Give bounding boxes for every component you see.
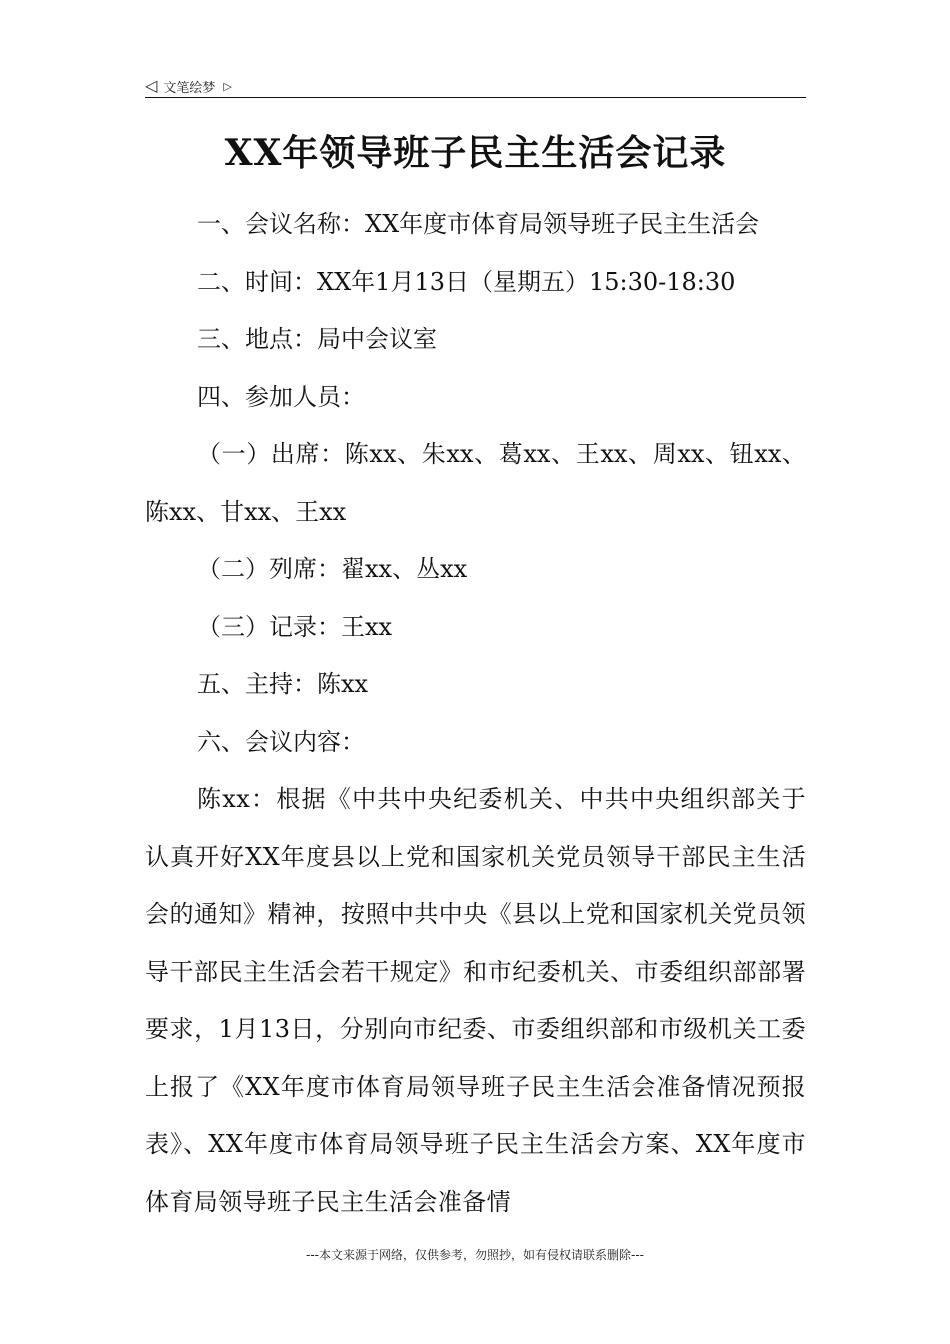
- paragraph-location: 三、地点：局中会议室: [197, 325, 437, 353]
- paragraph-attendees-heading: 四、参加人员：: [197, 382, 365, 411]
- triangle-right-icon: ▷: [223, 79, 232, 93]
- paragraph-observers: （二）列席：翟xx、丛xx: [197, 555, 468, 583]
- document-title: XX年领导班子民主生活会记录: [224, 132, 727, 174]
- paragraph-content-heading: 六、会议内容：: [197, 727, 365, 756]
- document-body: [145, 196, 806, 1231]
- header-divider: [145, 97, 806, 98]
- paragraph-time: 二、时间：XX年1月13日（星期五）15:30-18:30: [197, 267, 736, 296]
- paragraph-host: 五、主持：陈xx: [197, 670, 369, 698]
- paragraph-meeting-name: 一、会议名称：XX年度市体育局领导班子民主生活会: [197, 210, 760, 238]
- triangle-left-icon: ◁: [145, 76, 158, 95]
- paragraph-attending: （一）出席：陈xx、朱xx、葛xx、王xx、周xx、钮xx、陈xx、甘xx、王xx: [145, 440, 806, 526]
- page-footer: ---本文来源于网络，仅供参考，勿照抄，如有侵权请联系删除---: [306, 1248, 644, 1262]
- header-text: 文笔绘梦: [163, 80, 216, 96]
- paragraph-content: 陈xx：根据《中共中央纪委机关、中共中央组织部关于认真开好XX年度县以上党和国家机关党员领导干部民主生活会的通知》精神，按照中共中央《县以上党和国家机关党员领导干部民主生活会若干规定》和市纪委机关、市委组织部部署要求，1月13日，分别向市纪委、市委组织部和市级机关工委上报了《XX年度市体育局领导班子民主生活会准备情况预报表》、XX年度市体育局领导班子民主生活会方案、XX年度市体育局领导班子民主生活会准备情: [145, 785, 806, 1216]
- paragraph-recorder: （三）记录：王xx: [197, 612, 393, 641]
- page-header: [145, 74, 805, 98]
